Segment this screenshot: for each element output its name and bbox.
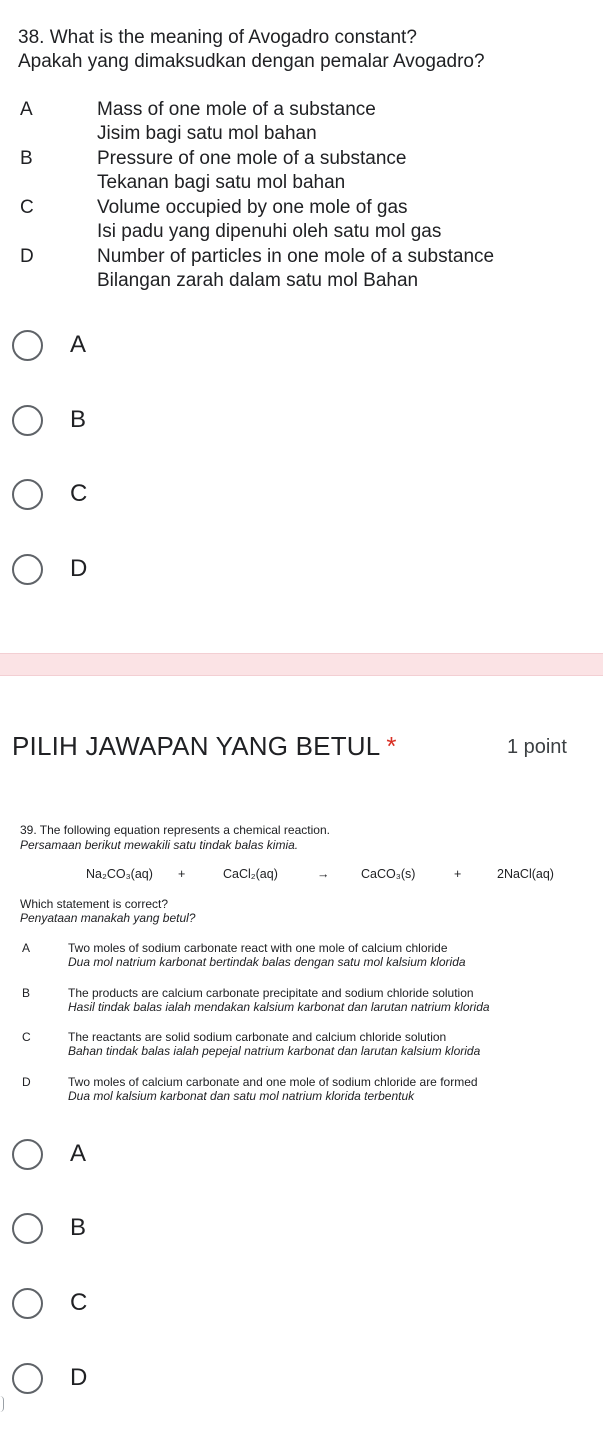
option-text: Pressure of one mole of a substance — [97, 148, 407, 169]
question-39-prompt: Which statement is correct? — [20, 897, 169, 911]
option-text-malay: Tekanan bagi satu mol bahan — [97, 172, 346, 193]
option-text-malay: Isi padu yang dipenuhi oleh satu mol gas — [97, 221, 442, 242]
radio-button[interactable] — [12, 1288, 43, 1319]
option-letter: A — [22, 941, 31, 955]
radio-option-d[interactable] — [0, 539, 603, 599]
option-text: Number of particles in one mole of a substance — [97, 246, 495, 267]
radio-option-a[interactable] — [0, 315, 603, 375]
section-title — [12, 730, 397, 762]
radio-option-c[interactable] — [0, 1273, 603, 1333]
radio-label: D — [70, 555, 88, 582]
option-letter: C — [22, 1030, 31, 1044]
option-letter: D — [20, 246, 34, 267]
equation-plus: + — [454, 867, 462, 881]
option-text: Two moles of calcium carbonate and one mole of sodium chloride are formed — [68, 1075, 478, 1089]
radio-button[interactable] — [12, 1139, 43, 1170]
option-text: The reactants are solid sodium carbonate and calcium chloride solution — [68, 1030, 447, 1044]
radio-button[interactable] — [12, 330, 43, 361]
option-text: The products are calcium carbonate precipitate and sodium chloride solution — [68, 986, 474, 1000]
radio-label: A — [70, 331, 87, 358]
radio-button[interactable] — [12, 1363, 43, 1394]
equation-product-1: CaCO₃(s) — [361, 867, 416, 881]
points-label: 1 point — [506, 736, 567, 758]
equation-arrow: → — [317, 867, 330, 881]
option-text-malay: Bilangan zarah dalam satu mol Bahan — [97, 270, 419, 291]
radio-option-b[interactable] — [0, 1198, 603, 1258]
option-text: Two moles of sodium carbonate react with one mole of calcium chloride — [68, 941, 448, 955]
radio-option-b[interactable] — [0, 390, 603, 450]
radio-label: C — [70, 1289, 88, 1316]
option-letter: C — [20, 197, 34, 218]
option-text: Volume occupied by one mole of gas — [97, 197, 408, 218]
option-text-malay: Dua mol kalsium karbonat dan satu mol natrium klorida terbentuk — [68, 1089, 415, 1103]
option-text-malay: Jisim bagi satu mol bahan — [97, 123, 317, 144]
option-letter: B — [20, 148, 33, 169]
radio-label: B — [70, 1214, 87, 1241]
question-38-title: 38. What is the meaning of Avogadro constant? — [18, 27, 417, 48]
equation-reactant-2: CaCl₂(aq) — [223, 867, 278, 881]
option-letter: A — [20, 99, 33, 120]
radio-button[interactable] — [12, 554, 43, 585]
option-text-malay: Bahan tindak balas ialah pepejal natrium karbonat dan larutan kalsium klorida — [68, 1044, 481, 1058]
equation-reactant-1: Na₂CO₃(aq) — [86, 867, 153, 881]
radio-button[interactable] — [12, 479, 43, 510]
option-letter: B — [22, 986, 31, 1000]
radio-label: C — [70, 480, 88, 507]
option-text-malay: Hasil tindak balas ialah mendakan kalsium karbonat dan larutan natrium klorida — [68, 1000, 490, 1014]
question-39-prompt-malay: Penyataan manakah yang betul? — [20, 911, 196, 925]
equation-plus: + — [178, 867, 186, 881]
scroll-edge-indicator — [0, 1396, 4, 1412]
radio-label: A — [70, 1140, 87, 1167]
question-39-title: 39. The following equation represents a chemical reaction. — [20, 823, 330, 837]
question-39-title-malay: Persamaan berikut mewakili satu tindak balas kimia. — [20, 838, 299, 852]
radio-label: D — [70, 1364, 88, 1391]
radio-label: B — [70, 406, 87, 433]
section-divider — [0, 653, 603, 676]
radio-button[interactable] — [12, 1213, 43, 1244]
radio-option-a[interactable] — [0, 1124, 603, 1184]
radio-button[interactable] — [12, 405, 43, 436]
option-letter: D — [22, 1075, 31, 1089]
required-indicator: * — [386, 731, 397, 761]
equation-product-2: 2NaCl(aq) — [497, 867, 554, 881]
section-title-text: PILIH JAWAPAN YANG BETUL — [12, 731, 381, 761]
option-text-malay: Dua mol natrium karbonat bertindak balas dengan satu mol kalsium klorida — [68, 955, 466, 969]
radio-option-c[interactable] — [0, 464, 603, 524]
option-text: Mass of one mole of a substance — [97, 99, 376, 120]
question-38-title-malay: Apakah yang dimaksudkan dengan pemalar Avogadro? — [18, 51, 485, 72]
radio-option-d[interactable] — [0, 1348, 603, 1408]
